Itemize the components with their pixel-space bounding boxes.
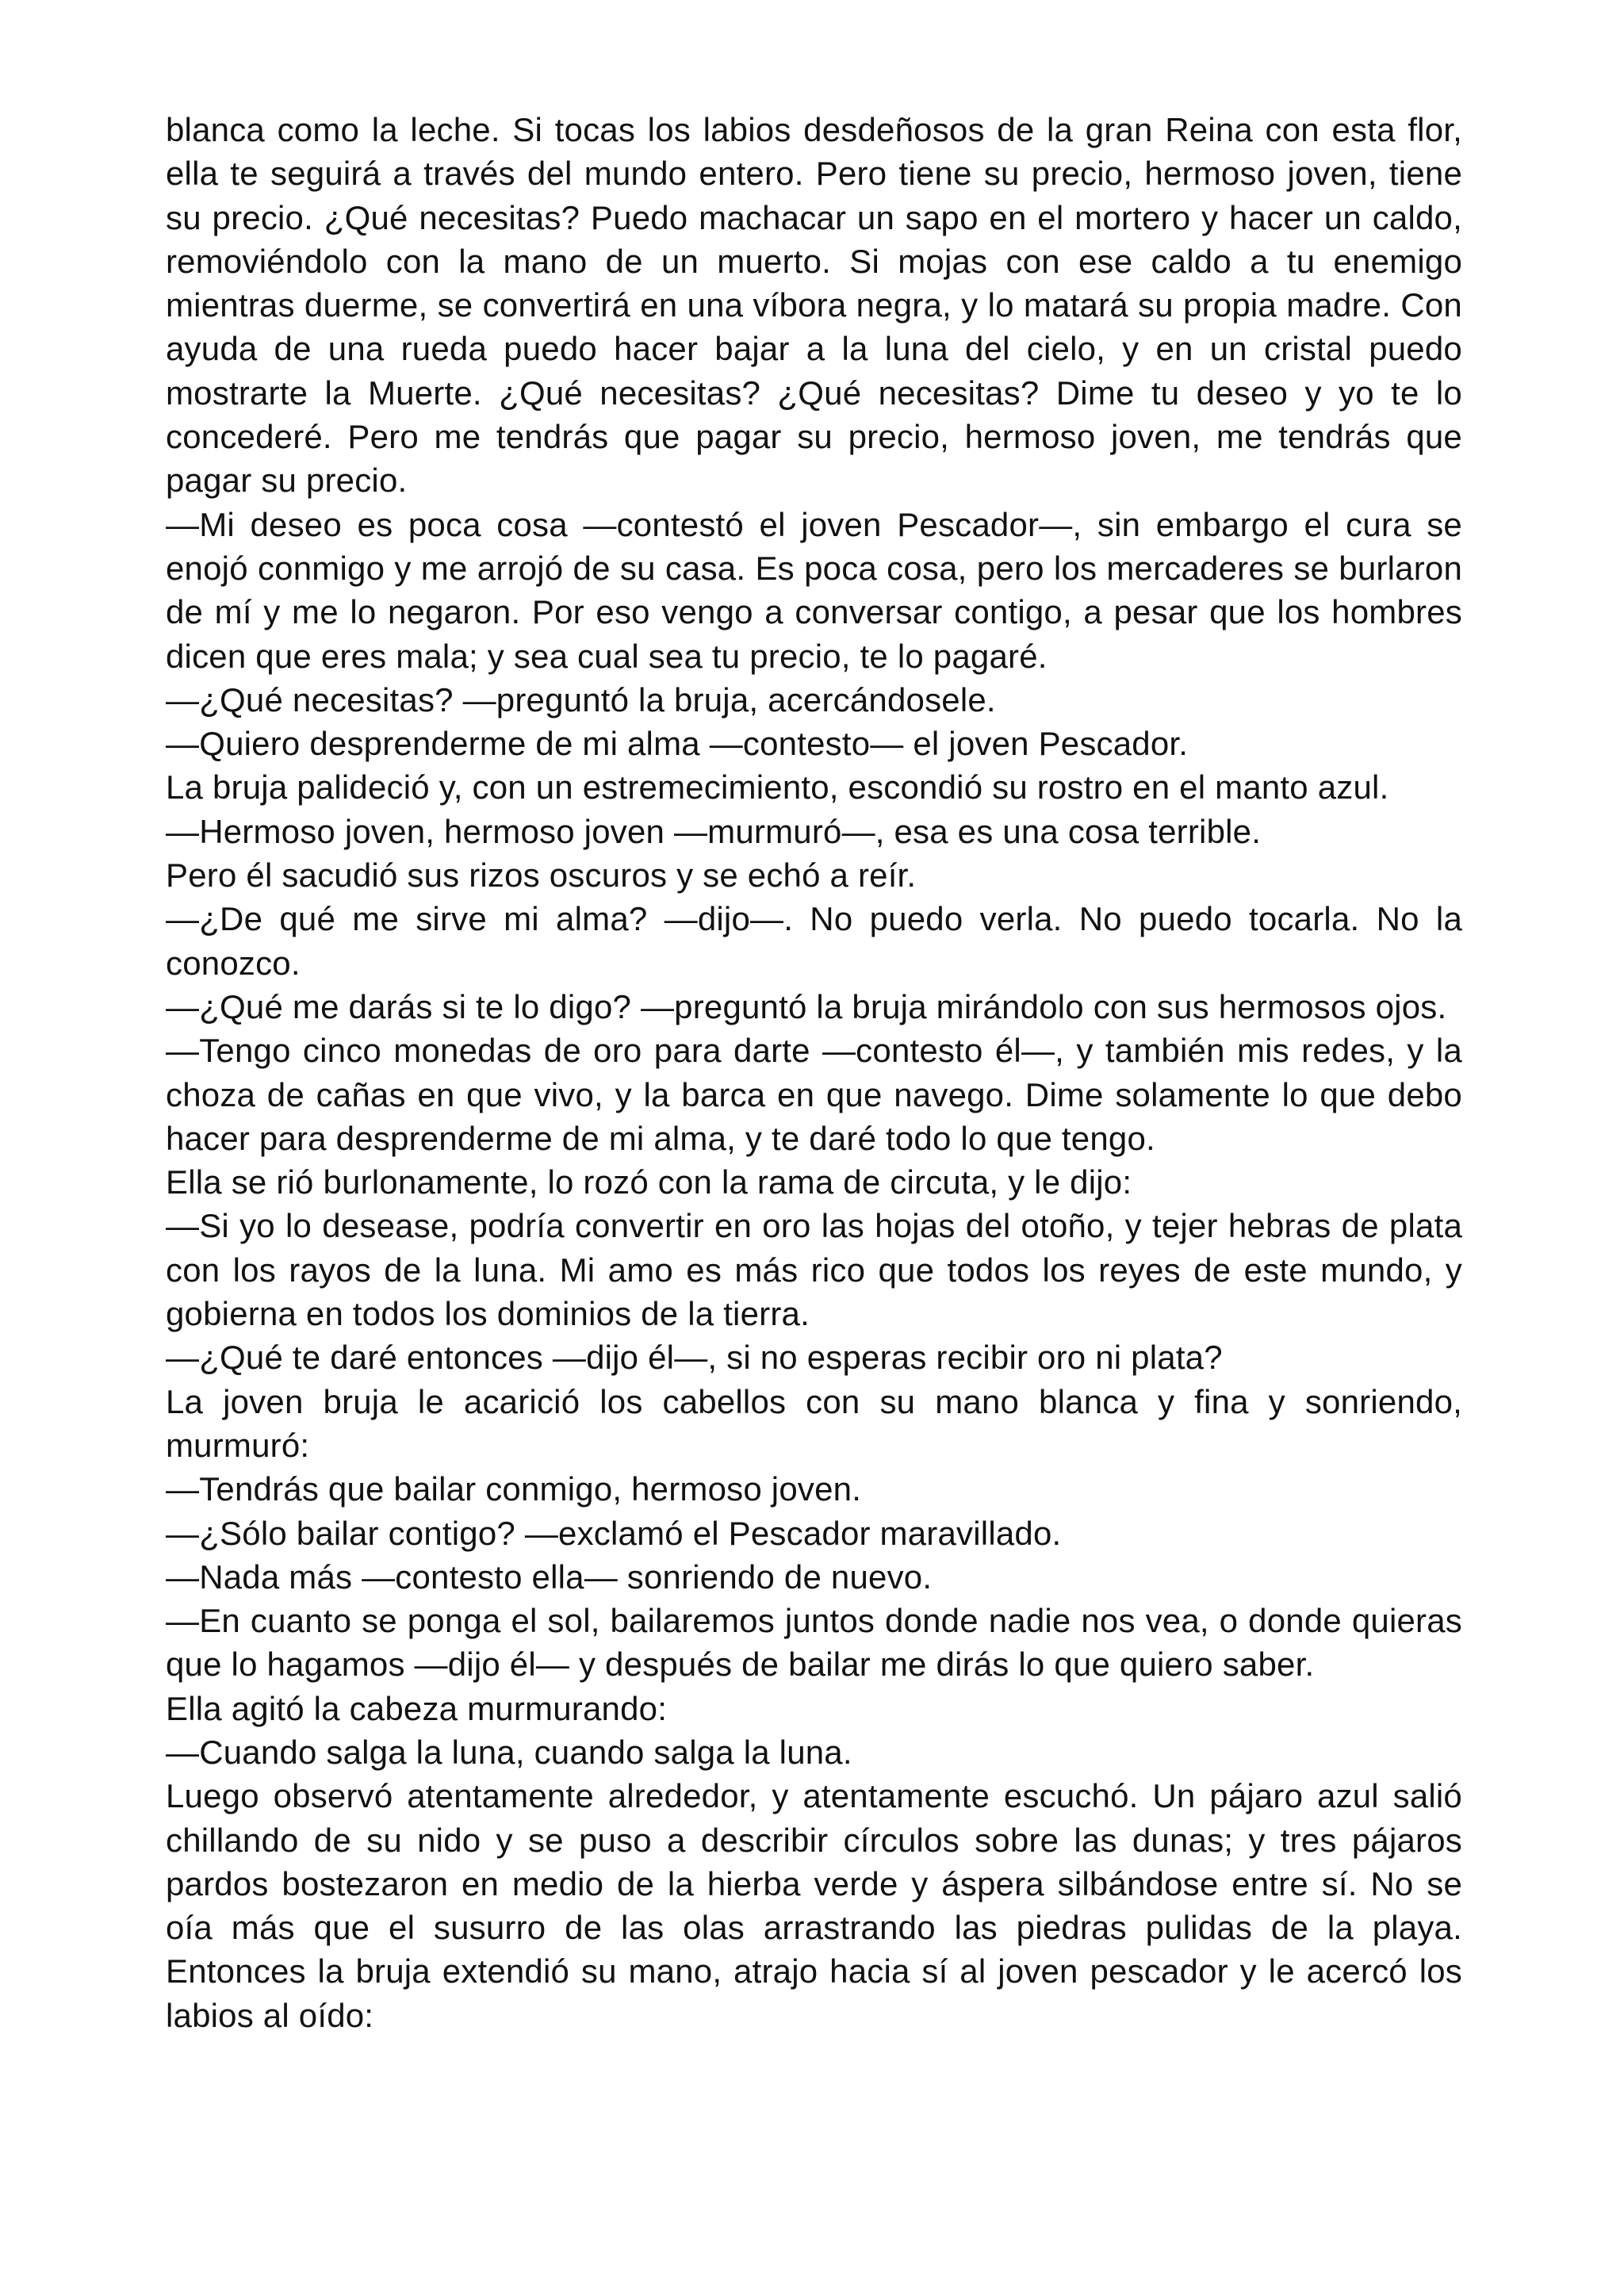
document-body [166,108,1462,2037]
paragraph: —Quiero desprenderme de mi alma —contesto— el joven Pescador. [166,725,1189,763]
paragraph: La joven bruja le acarició los cabellos con su mano blanca y fina y sonriendo, murmuró: [166,1382,1462,1464]
paragraph: —¿Qué me darás si te lo digo? —preguntó la bruja mirándolo con sus hermosos ojos. [166,987,1447,1025]
paragraph: —Cuando salga la luna, cuando salga la luna. [166,1733,852,1771]
paragraph: Ella se rió burlonamente, lo rozó con la rama de circuta, y le dijo: [166,1163,1132,1201]
paragraph: —¿Qué necesitas? —preguntó la bruja, acercándosele. [166,680,996,718]
paragraph: Ella agitó la cabeza murmurando: [166,1689,668,1727]
paragraph: —¿Sólo bailar contigo? —exclamó el Pescador maravillado. [166,1514,1062,1552]
paragraph: —Hermoso joven, hermoso joven —murmuró—, esa es una cosa terrible. [166,812,1262,850]
paragraph: Luego observó atentamente alrededor, y atentamente escuchó. Un pájaro azul salió chillando de su nido y se puso a describir círculos sobre las dunas; y tres pájaros pardos bostezaron en medio de la hierba verde y áspera silbándose entre sí. No se oía más que el susurro de las olas arrastrando las piedras pulidas de la playa. Entonces la bruja extendió su mano, atrajo hacia sí al joven pescador y le acercó los labios al oído: [166,1777,1462,2034]
paragraph: —Nada más —contesto ella— sonriendo de nuevo. [166,1557,933,1596]
paragraph: —¿De qué me sirve mi alma? —dijo—. No puedo verla. No puedo tocarla. No la conozco. [166,900,1462,982]
paragraph: blanca como la leche. Si tocas los labios desdeñosos de la gran Reina con esta flor, ella te seguirá a través del mundo entero. Pero tiene su precio, hermoso joven, tiene su precio. ¿Qué necesitas? Puedo machacar un sapo en el mortero y hacer un caldo, removiéndolo con la mano de un muerto. Si mojas con ese caldo a tu enemigo mientras duerme, se convertirá en una víbora negra, y lo matará su propia madre. Con ayuda de una rueda puedo hacer bajar a la luna del cielo, y en un cristal puedo mostrarte la Muerte. ¿Qué necesitas? ¿Qué necesitas? Dime tu deseo y yo te lo concederé. Pero me tendrás que pagar su precio, hermoso joven, me tendrás que pagar su precio. [166,111,1462,500]
paragraph: —Si yo lo desease, podría convertir en oro las hojas del otoño, y tejer hebras de plata con los rayos de la luna. Mi amo es más rico que todos los reyes de este mundo, y gobierna en todos los dominios de la tierra. [166,1207,1462,1333]
paragraph: —En cuanto se ponga el sol, bailaremos juntos donde nadie nos vea, o donde quieras que lo hagamos —dijo él— y después de bailar me dirás lo que quiero saber. [166,1602,1462,1684]
paragraph: Pero él sacudió sus rizos oscuros y se echó a reír. [166,856,917,895]
paragraph: —Tendrás que bailar conmigo, hermoso joven. [166,1470,862,1508]
paragraph: —Mi deseo es poca cosa —contestó el joven Pescador—, sin embargo el cura se enojó conmigo y me arrojó de su casa. Es poca cosa, pero los mercaderes se burlaron de mí y me lo negaron. Por eso vengo a conversar contigo, a pesar que los hombres dicen que eres mala; y sea cual sea tu precio, te lo pagaré. [166,505,1462,675]
paragraph: La bruja palideció y, con un estremecimiento, escondió su rostro en el manto azul. [166,768,1389,807]
paragraph: —Tengo cinco monedas de oro para darte —contesto él—, y también mis redes, y la choza de cañas en que vivo, y la barca en que navego. Dime solamente lo que debo hacer para desprenderme de mi alma, y te daré todo lo que tengo. [166,1032,1462,1157]
paragraph: —¿Qué te daré entonces —dijo él—, si no esperas recibir oro ni plata? [166,1339,1223,1377]
